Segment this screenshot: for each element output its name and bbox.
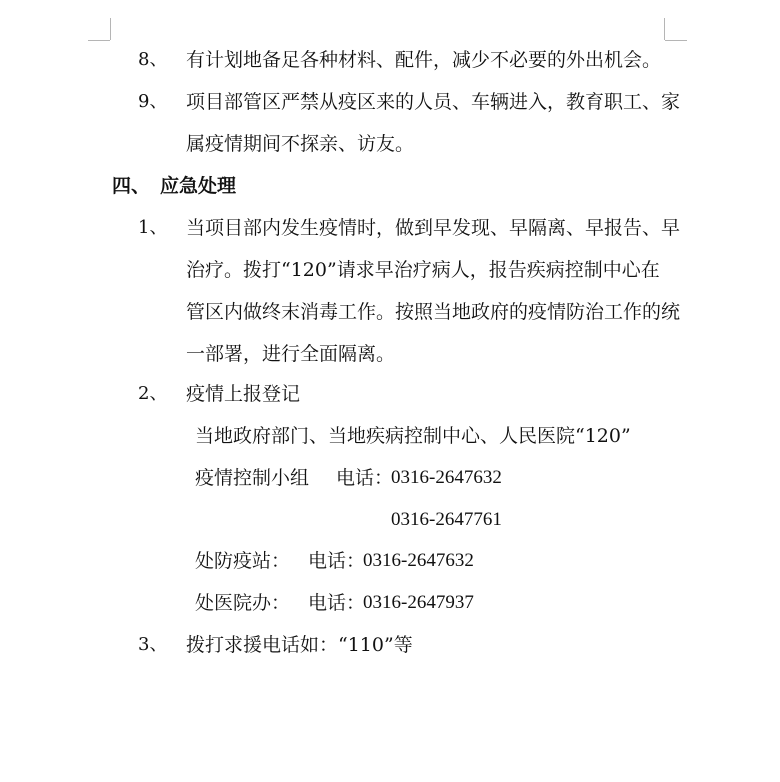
contact-phone-label-epidemic-station: 电话： (308, 550, 366, 572)
item-number-8: 8、 (138, 49, 168, 70)
crop-mark-top-right-horizontal (665, 40, 687, 41)
item-number-1: 1、 (138, 217, 168, 238)
item-1-text-line-3: 管区内做终末消毒工作。按照当地政府的疫情防治工作的统 (186, 301, 681, 323)
item-number-2: 2、 (138, 383, 168, 404)
item-9-text-line-1: 项目部管区严禁从疫区来的人员、车辆进入，教育职工、家 (186, 91, 681, 113)
section-title: 应急处理 (160, 175, 237, 197)
item-9-text-line-2: 属疫情期间不探亲、访友。 (186, 133, 415, 155)
contact-phone-epidemic-group: 0316-2647632 (391, 467, 502, 488)
item-1-text-line-1: 当项目部内发生疫情时，做到早发现、早隔离、早报告、早 (186, 217, 681, 239)
item-1-text-line-2: 治疗。拨打“120”请求早治疗病人，报告疾病控制中心在 (186, 259, 660, 281)
contact-phone-hospital-office: 0316-2647937 (363, 592, 474, 613)
contact-phone-epidemic-group-second: 0316-2647761 (391, 509, 502, 530)
contact-name-epidemic-station: 处防疫站： (195, 550, 291, 572)
contact-name-epidemic-group: 疫情控制小组 (195, 467, 310, 489)
item-3-text: 拨打求援电话如：“110”等 (186, 634, 413, 656)
contact-name-hospital-office: 处医院办： (195, 592, 291, 614)
item-2-title: 疫情上报登记 (186, 383, 301, 405)
item-8-text: 有计划地备足各种材料、配件，减少不必要的外出机会。 (186, 49, 662, 71)
item-1-text-line-4: 一部署，进行全面隔离。 (186, 343, 396, 365)
item-number-9: 9、 (138, 91, 168, 112)
crop-mark-top-left-horizontal (88, 40, 110, 41)
crop-mark-top-right-vertical (664, 18, 665, 40)
contact-phone-epidemic-station: 0316-2647632 (363, 550, 474, 571)
contact-phone-label-hospital-office: 电话： (308, 592, 366, 614)
item-2-orgs: 当地政府部门、当地疾病控制中心、人民医院“120” (195, 425, 631, 447)
section-number: 四、 (112, 175, 151, 197)
crop-mark-top-left-vertical (110, 18, 111, 40)
contact-phone-label-epidemic-group: 电话： (336, 467, 394, 489)
item-number-3: 3、 (138, 634, 168, 655)
